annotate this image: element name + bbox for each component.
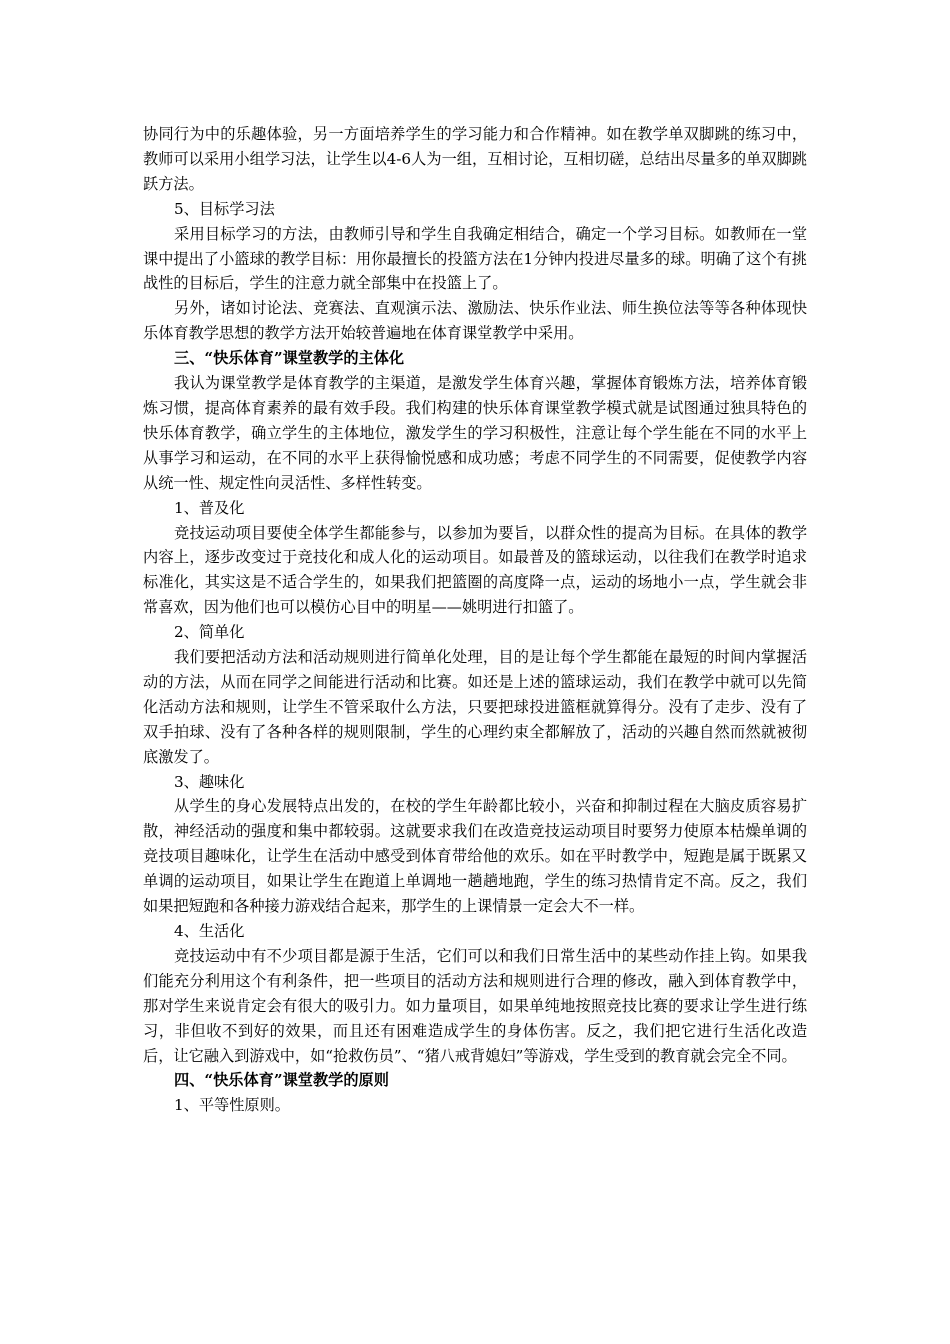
subheading-popularization: 1、普及化 — [174, 498, 245, 517]
subheading-life: 4、生活化 — [174, 922, 245, 940]
body-paragraph: 我们要把活动方法和活动规则进行简单化处理，目的是让每个学生都能在最短的时间内掌握活动的方法，从而在同学之间能进行活动和比赛。如还是上述的篮球运动，我们在教学中就可以先简化活动方法和规则，让学生不管采取什么方法，只要把球投进篮框就算得分。没有了走步、没有了双手拍球、没有了各种各样的规则限制，学生的心理约束全都解放了，活动的兴趣自然而然就被彻底激发了。 — [143, 648, 807, 766]
subheading-simplification: 2、简单化 — [174, 623, 245, 642]
subheading-equality-principle: 1、平等性原则。 — [174, 1096, 290, 1115]
subheading-fun: 3、趣味化 — [174, 772, 245, 791]
body-paragraph: 另外，诸如讨论法、竞赛法、直观演示法、激励法、快乐作业法、师生换位法等等各种体现快乐体育教学思想的教学方法开始较普遍地在体育课堂教学中采用。 — [143, 299, 807, 343]
body-paragraph: 协同行为中的乐趣体验，另一方面培养学生的学习能力和合作精神。如在教学单双脚跳的练习中，教师可以采用小组学习法，让学生以4-6人为一组，互相讨论，互相切磋，总结出尽量多的单双脚跳跃方法。 — [143, 125, 807, 193]
section-heading-4: 四、“快乐体育”课堂教学的原则 — [174, 1071, 389, 1090]
body-paragraph: 采用目标学习的方法，由教师引导和学生自我确定相结合，确定一个学习目标。如教师在一堂课中提出了小篮球的教学目标：用你最擅长的投篮方法在1分钟内投进尽量多的球。明确了这个有挑战性的目标后，学生的注意力就全部集中在投篮上了。 — [143, 224, 807, 293]
document-page — [143, 122, 807, 1118]
subheading-goal-learning: 5、目标学习法 — [174, 199, 275, 218]
body-paragraph: 从学生的身心发展特点出发的，在校的学生年龄都比较小，兴奋和抑制过程在大脑皮质容易扩散，神经活动的强度和集中都较弱。这就要求我们在改造竞技运动项目时要努力使原本枯燥单调的竞技项目趣味化，让学生在活动中感受到体育带给他的欢乐。如在平时教学中，短跑是属于既累又单调的运动项目，如果让学生在跑道上单调地一趟趟地跑，学生的练习热情肯定不高。反之，我们如果把短跑和各种接力游戏结合起来，那学生的上课情景一定会大不一样。 — [143, 797, 807, 916]
section-heading-3: 三、“快乐体育”课堂教学的主体化 — [174, 349, 405, 368]
body-paragraph: 我认为课堂教学是体育教学的主渠道，是激发学生体育兴趣，掌握体育锻炼方法，培养体育锻炼习惯，提高体育素养的最有效手段。我们构建的快乐体育课堂教学模式就是试图通过独具特色的快乐体育教学，确立学生的主体地位，激发学生的学习积极性，注意让每个学生能在不同的水平上从事学习和运动，在不同的水平上获得愉悦感和成功感；考虑不同学生的不同需要，促使教学内容从统一性、规定性向灵活性、多样性转变。 — [143, 374, 807, 492]
body-paragraph: 竞技运动中有不少项目都是源于生活，它们可以和我们日常生活中的某些动作挂上钩。如果我们能充分利用这个有利条件，把一些项目的活动方法和规则进行合理的修改，融入到体育教学中，那对学生来说肯定会有很大的吸引力。如力量项目，如果单纯地按照竞技比赛的要求让学生进行练习，非但收不到好的效果，而且还有困难造成学生的身体伤害。反之，我们把它进行生活化改造后，让它融入到游戏中，如“抢救伤员”、“猪八戒背媳妇”等游戏，学生受到的教育就会完全不同。 — [143, 946, 807, 1065]
body-paragraph: 竞技运动项目要使全体学生都能参与，以参加为要旨，以群众性的提高为目标。在具体的教学内容上，逐步改变过于竞技化和成人化的运动项目。如最普及的篮球运动，以往我们在教学时追求标准化，其实这是不适合学生的，如果我们把篮圈的高度降一点，运动的场地小一点，学生就会非常喜欢，因为他们也可以模仿心目中的明星——姚明进行扣篮了。 — [143, 523, 807, 617]
